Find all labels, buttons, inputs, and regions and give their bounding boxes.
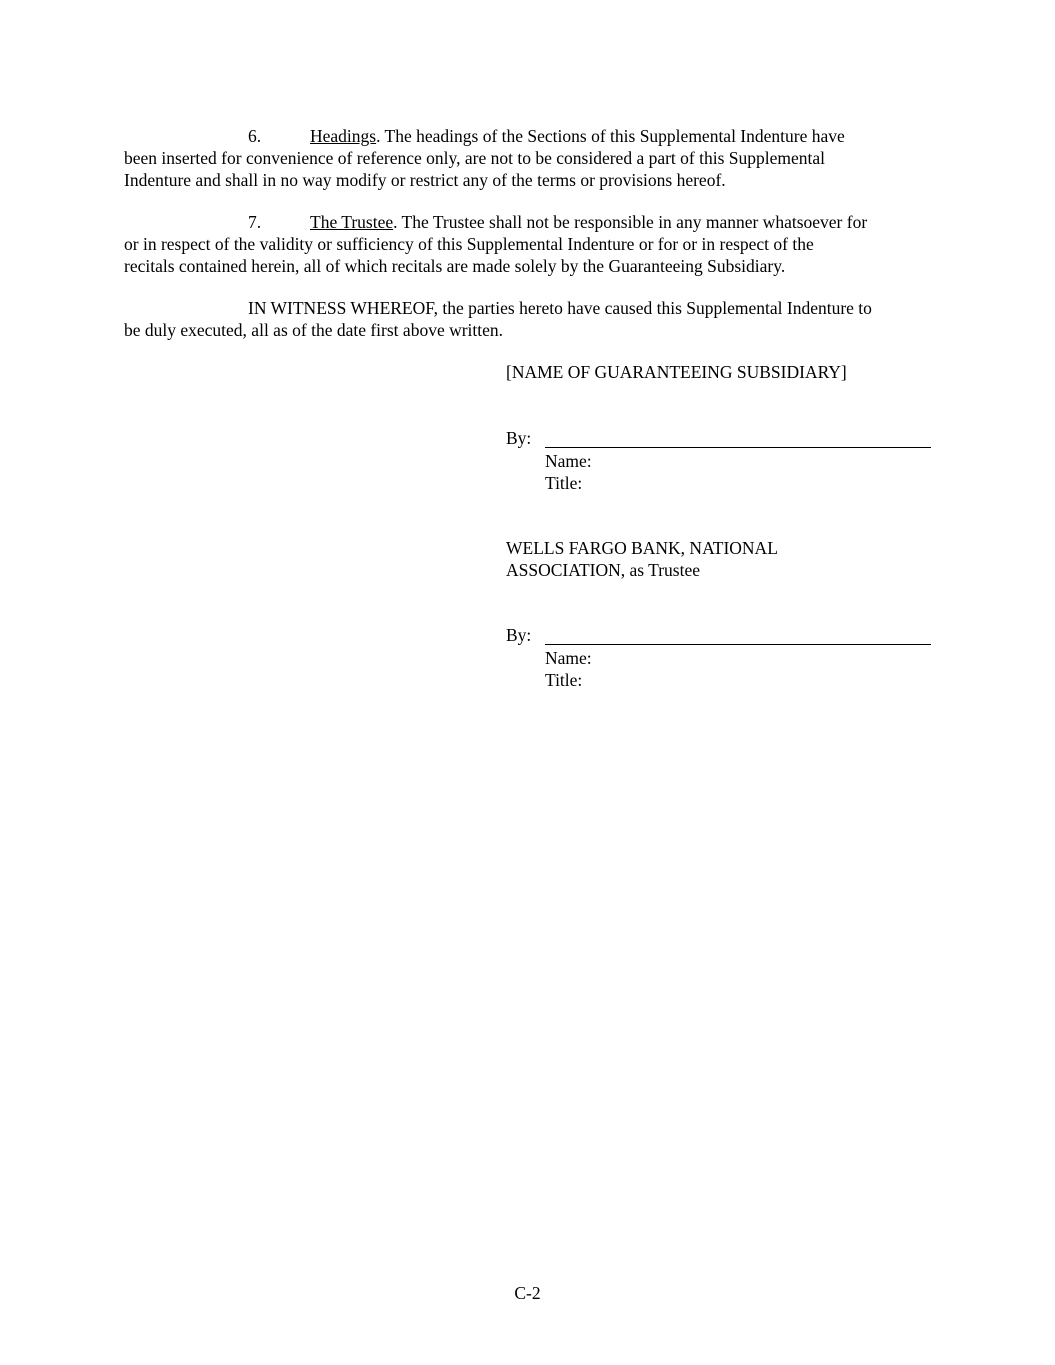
section-first-line <box>310 125 845 147</box>
section-text-line: or in respect of the validity or sufficiency of this Supplemental Indenture or for or in respect of the <box>124 234 814 254</box>
party-name: ASSOCIATION, as Trustee <box>506 560 700 580</box>
name-label: Name: <box>545 451 592 471</box>
section-text-line: been inserted for convenience of reference only, are not to be considered a part of this Supplemental <box>124 148 826 168</box>
party-name: WELLS FARGO BANK, NATIONAL <box>506 538 778 558</box>
name-label: Name: <box>545 648 592 668</box>
party-name: [NAME OF GUARANTEEING SUBSIDIARY] <box>506 362 847 382</box>
section-text: . The Trustee shall not be responsible in any manner whatsoever for <box>393 212 868 232</box>
section-number: 7. <box>248 212 262 232</box>
section-text-line: Indenture and shall in no way modify or restrict any of the terms or provisions hereof. <box>124 170 726 190</box>
witness-text-line: IN WITNESS WHEREOF, the parties hereto have caused this Supplemental Indenture to <box>248 298 872 318</box>
section-text-line: recitals contained herein, all of which recitals are made solely by the Guaranteeing Subsidiary. <box>124 256 786 276</box>
signature-line[interactable] <box>545 644 931 645</box>
title-label: Title: <box>545 670 583 690</box>
section-text: . The headings of the Sections of this Supplemental Indenture have <box>376 126 845 146</box>
page-number: C-2 <box>514 1283 541 1303</box>
signature-line[interactable] <box>545 447 931 448</box>
section-heading: Headings <box>310 126 377 146</box>
by-label: By: <box>506 625 532 645</box>
section-heading: The Trustee <box>310 212 394 232</box>
title-label: Title: <box>545 473 583 493</box>
witness-text-line: be duly executed, all as of the date first above written. <box>124 320 504 340</box>
by-label: By: <box>506 428 532 448</box>
section-first-line <box>310 211 867 233</box>
section-number: 6. <box>248 126 262 146</box>
